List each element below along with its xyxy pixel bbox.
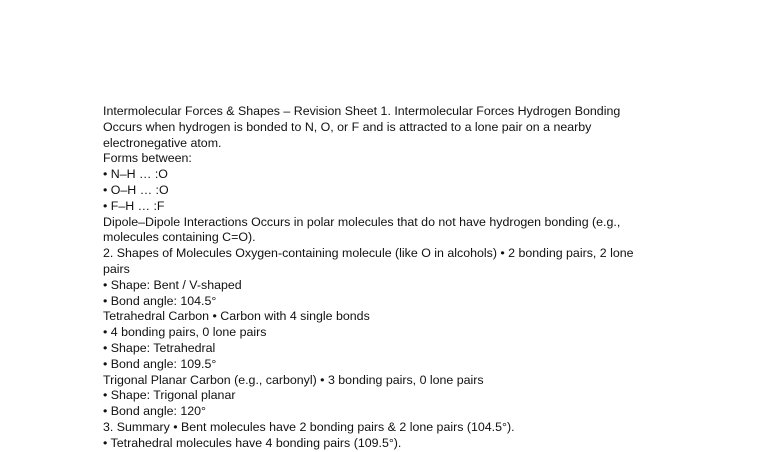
doc-bullet: • Bond angle: 120°	[103, 404, 206, 419]
doc-bullet: • 4 bonding pairs, 0 lone pairs	[103, 325, 267, 340]
doc-bullet: • N–H … :O	[103, 167, 168, 182]
doc-line: Trigonal Planar Carbon (e.g., carbonyl) • 3 bonding pairs, 0 lone pairs	[103, 372, 484, 387]
revision-sheet-text	[103, 104, 683, 452]
doc-line: molecules containing C=O).	[103, 230, 256, 245]
doc-line: electronegative atom.	[103, 135, 222, 150]
doc-line: Dipole–Dipole Interactions Occurs in polar molecules that do not have hydrogen bonding (e.g.,	[103, 214, 621, 229]
doc-line: Occurs when hydrogen is bonded to N, O, or F and is attracted to a lone pair on a nearby	[103, 119, 592, 134]
doc-bullet: • Shape: Bent / V-shaped	[103, 277, 242, 292]
doc-line: 2. Shapes of Molecules Oxygen-containing molecule (like O in alcohols) • 2 bonding pairs, 2 lone	[103, 246, 634, 261]
doc-line: pairs	[103, 261, 130, 276]
doc-bullet: • Bond angle: 104.5°	[103, 293, 217, 308]
doc-bullet: • Bond angle: 109.5°	[103, 356, 217, 371]
doc-bullet: • Tetrahedral molecules have 4 bonding pairs (109.5°).	[103, 435, 402, 450]
doc-line: 3. Summary • Bent molecules have 2 bonding pairs & 2 lone pairs (104.5°).	[103, 419, 515, 434]
doc-bullet: • Shape: Trigonal planar	[103, 388, 236, 403]
doc-line: Tetrahedral Carbon • Carbon with 4 single bonds	[103, 309, 370, 324]
doc-bullet: • F–H … :F	[103, 198, 165, 213]
doc-bullet: • Shape: Tetrahedral	[103, 340, 216, 355]
doc-line: Forms between:	[103, 151, 192, 166]
doc-bullet: • O–H … :O	[103, 182, 169, 197]
doc-line-title: Intermolecular Forces & Shapes – Revision Sheet 1. Intermolecular Forces Hydrogen Bonding	[103, 104, 621, 118]
